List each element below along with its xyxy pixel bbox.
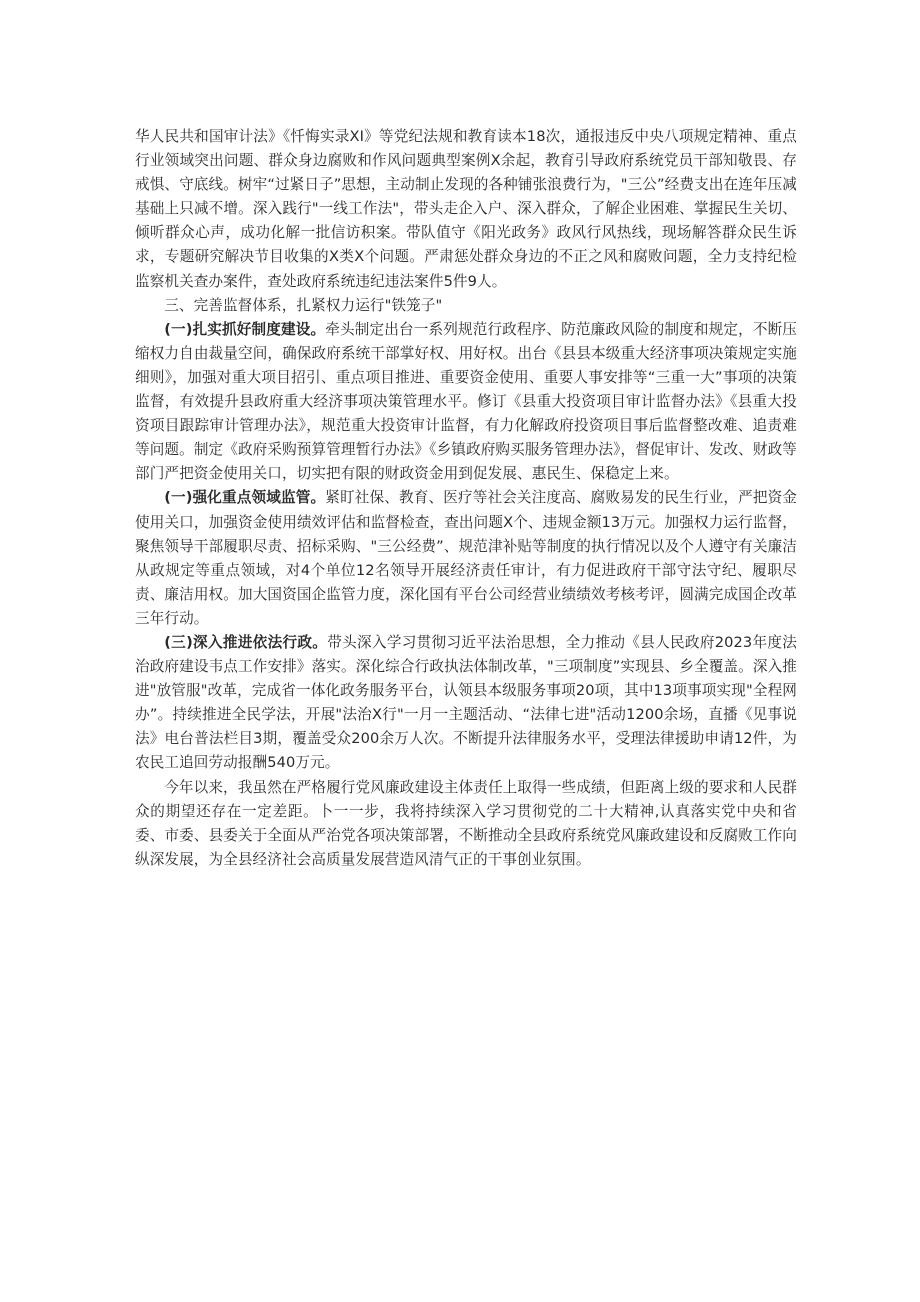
- subheading-key-supervision: (一)强化重点领域监管。: [164, 489, 326, 507]
- subheading-rule-of-law: (三)深入推进依法行政。: [164, 633, 328, 651]
- paragraph-conclusion: 今年以来，我虽然在严格履行党风廉政建设主体责任上取得一些成绩，但距离上级的要求和人民群众的期望还存在一定差距。卜一一步，我将持续深入学习贯彻党的二十大精神,认真落实党中央和省委、市委、县委关于全面从严治党各项决策部署，不断推动全县政府系统党风廉政建设和反腐败工作向纵深发展，为全县经济社会高质量发展营造风清气正的干事创业氛围。: [135, 778, 797, 868]
- paragraph-rule-of-law: [135, 631, 797, 776]
- paragraph-system-building-text: 牵头制定出台一系列规范行政程序、防范廉政风险的制度和规定，不断压缩权力自由裁量空间，确保政府系统干部掌好权、用好权。出台《县县本级重大经济事项决策规定实施细则》，加强对重大项目招引、重点项目推进、重要资金使用、重要人事安排等“三重一大”事项的决策监督，有效提升县政府重大经济事项决策管理水平。修订《县重大投资项目审计监督办法》《县重大投资项目跟踪审计管理办法》，规范重大投资审计监督，有力化解政府投资项目事后监督整改难、追责难等问题。制定《政府采购预算管理暂行办法》《乡镇政府购买服务管理办法》，督促审计、发改、财政等部门严把资金使用关口，切实把有限的财政资金用到促发展、惠民生、保稳定上来。: [135, 320, 798, 483]
- paragraph-system-building: [135, 318, 797, 487]
- document-body: [135, 125, 797, 872]
- section-heading-three: 三、完善监督体系，扎紧权力运行"铁笼子": [164, 296, 443, 314]
- subheading-system-building: (一)扎实抓好制度建设。: [164, 320, 326, 338]
- paragraph-rule-of-law-text: 带头深入学习贯彻习近平法治思想，全力推动《县人民政府2023年度法治政府建设韦点工作安排》落实。深化综合行政执法体制改革，"三项制度”实现县、乡全覆盖。深入推进"放管服"改革，完成省一体化政务服务平台，认领县本级服务事项20项，其中13项事项实现"全程网办”。持续推进全民学法，开展"法治X行"一月一主题活动、“法律七进"活动1200余场，直播《见事说法》电台普法栏目3期，覆盖受众200余万人次。不断提升法律服务水平，受理法律援助申请12件，为农民工追回劳动报酬540万元。: [135, 633, 797, 772]
- paragraph-key-supervision: [135, 486, 797, 631]
- paragraph-intro-continuation: 华人民共和国审计法》《忏悔实录XI》等党纪法规和教育读本18次，通报违反中央八项规定精神、重点行业领域突出问题、群众身边腐败和作风问题典型案例X余起，教育引导政府系统党员干部知敬畏、存戒惧、守底线。树牢“过紧日子”思想，主动制止发现的各种铺张浪费行为，"三公”经费支出在连年压减基础上只减不增。深入践行"一线工作法"，带头走企入户、深入群众，了解企业困难、掌握民生关切、倾听群众心声，成功化解一批信访积案。带队值守《阳光政务》政风行风热线，现场解答群众民生诉求，专题研究解决节目收集的X类X个问题。严肃惩处群众身边的不正之风和腐败问题，全力支持纪检监察机关查办案件，查处政府系统违纪违法案件5件9人。: [135, 128, 797, 290]
- paragraph-key-supervision-text: 紧盯社保、教育、医疗等社会关注度高、腐败易发的民生行业，严把资金使用关口，加强资金使用绩效评估和监督检查，查出问题X个、违规金额13万元。加强权力运行监督，聚焦领导干部履职尽责、招标采购、"三公经费”、规范津补贴等制度的执行情况以及个人遵守有关廉洁从政规定等重点领域，对4个单位12名领导开展经济责任审计，有力促进政府干部守法守纪、履职尽责、廉洁用权。加大国资国企监管力度，深化国有平台公司经营业绩绩效考核考评，圆满完成国企改革三年行动。: [135, 489, 798, 627]
